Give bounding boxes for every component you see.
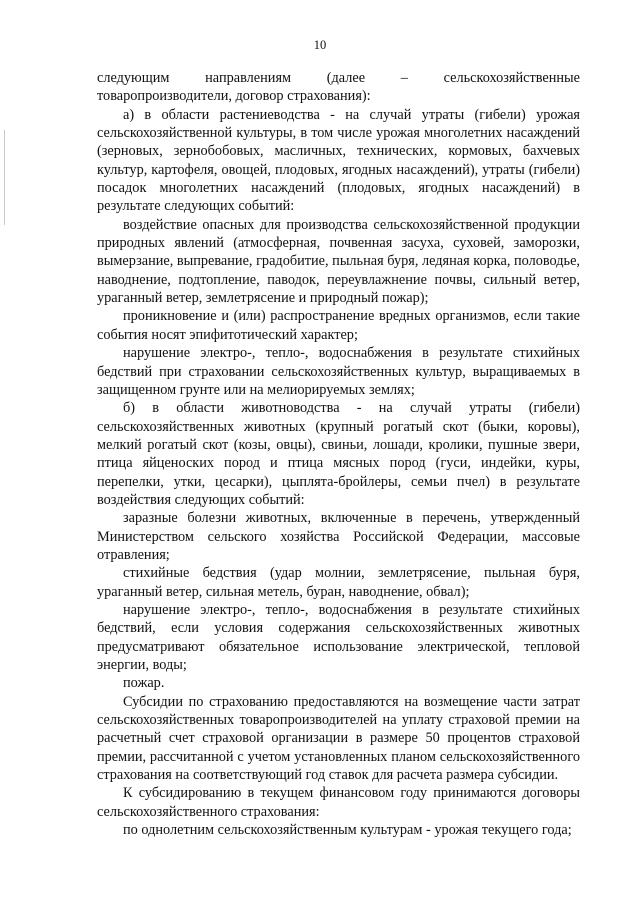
paragraph: Субсидии по страхованию предоставляются на возмещение части затрат сельскохозяйственных товаропроизводителей на уплату страховой премии на расчетный счет страховой организации в размере 50 процентов страховой премии, рассчитанной с учетом установленных планом сельскохозяйственного страхования на соответствующий год ставок для расчета размера субсидии.	[97, 693, 580, 784]
paragraph: заразные болезни животных, включенные в перечень, утвержденный Министерством сельского хозяйства Российской Федерации, массовые отравления;	[97, 510, 580, 563]
paragraph: К субсидированию в текущем финансовом году принимаются договоры сельскохозяйственного страхования:	[97, 785, 580, 820]
paragraph: воздействие опасных для производства сельскохозяйственной продукции природных явлений (атмосферная, почвенная засуха, суховей, заморозки, вымерзание, выпревание, градобитие, пыльная буря, ледяная корка, половодье, наводнение, подтопление, паводок, переувлажнение почвы, сильный ветер, ураганный ветер, землетрясение и природный пожар);	[97, 216, 581, 307]
document-body	[97, 69, 580, 839]
paragraph: нарушение электро-, тепло-, водоснабжения в результате стихийных бедствий, если условия содержания сельскохозяйственных животных предусматривают обязательное использование электрической, тепловой энергии, воды;	[97, 601, 580, 673]
paragraph: по однолетним сельскохозяйственным культурам - урожая текущего года;	[123, 822, 572, 839]
paragraph: стихийные бедствия (удар молнии, землетрясение, пыльная буря, ураганный ветер, сильная метель, буран, наводнение, обвал);	[97, 565, 580, 600]
paragraph: следующим направлениям (далее – сельскохозяйственные товаропроизводители, договор страхования):	[97, 70, 580, 105]
page-number: 10	[313, 38, 327, 52]
paragraph: нарушение электро-, тепло-, водоснабжения в результате стихийных бедствий при страховании сельскохозяйственных культур, выращиваемых в защищенном грунте или на мелиорируемых землях;	[97, 345, 580, 398]
paragraph: проникновение и (или) распространение вредных организмов, если такие события носят эпифитотический характер;	[97, 308, 580, 343]
paragraph: пожар.	[123, 675, 165, 692]
scan-margin-mark	[4, 130, 5, 225]
paragraph: б) в области животноводства - на случай утраты (гибели) сельскохозяйственных животных (крупный рогатый скот (быки, коровы), мелкий рогатый скот (козы, овцы), свиньи, лошади, кролики, пушные звери, птица яйценоских пород и птица мясных пород (гуси, индейки, куры, перепелки, утки, цесарки), цыплята-бройлеры, семьи пчел) в результате воздействия следующих событий:	[97, 400, 580, 508]
paragraph: а) в области растениеводства - на случай утраты (гибели) урожая сельскохозяйственной культуры, в том числе урожая многолетних насаждений (зерновых, зернобобовых, масличных, технических, кормовых, бахчевых культур, картофеля, овощей, плодовых, ягодных насаждений), утраты (гибели) посадок многолетних насаждений (плодовых, ягодных насаждений) в результате следующих событий:	[97, 106, 580, 215]
